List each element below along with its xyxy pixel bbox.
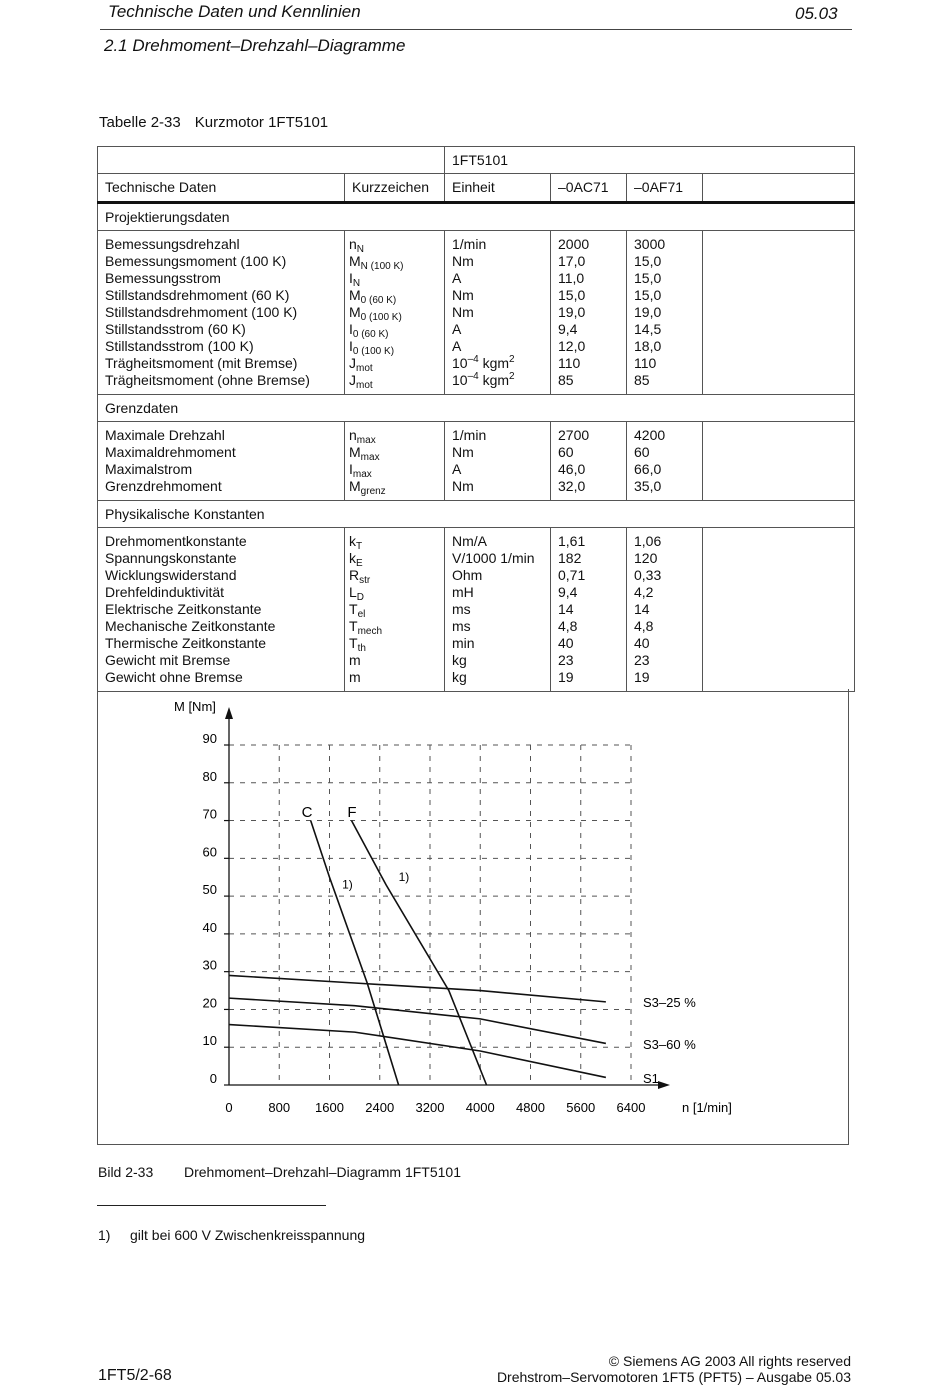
header-subtitle: 2.1 Drehmoment–Drehzahl–Diagramme [104, 36, 406, 55]
symbol-base: M [349, 253, 361, 269]
parameter-unit [445, 372, 551, 395]
symbol-base: M [349, 287, 361, 303]
unit-base: Nm [452, 478, 474, 494]
table-row [98, 635, 855, 652]
symbol-base: M [349, 304, 361, 320]
parameter-name: Stillstandsdrehmoment (60 K) [98, 287, 345, 304]
value-0af71: 110 [627, 355, 703, 372]
value-0ac71: 0,71 [551, 567, 627, 584]
table-cell-empty [703, 287, 855, 304]
value-0af71: 4,2 [627, 584, 703, 601]
symbol-subscript: 0 (100 K) [360, 312, 402, 323]
parameter-name: Mechanische Zeitkonstante [98, 618, 345, 635]
value-0ac71: 2000 [551, 231, 627, 254]
table-motor-row [98, 147, 855, 174]
value-0ac71: 9,4 [551, 584, 627, 601]
value-0af71: 85 [627, 372, 703, 395]
table-cell-empty [703, 461, 855, 478]
footnote-text: gilt bei 600 V Zwischenkreisspannung [130, 1227, 366, 1243]
section-header-row [98, 203, 855, 231]
parameter-name: Trägheitsmoment (ohne Bremse) [98, 372, 345, 395]
unit-base: A [452, 338, 462, 354]
series-line-c [311, 821, 399, 1085]
y-tick-label: 30 [202, 957, 217, 973]
unit-base: ms [452, 601, 471, 617]
parameter-symbol [345, 253, 445, 270]
series-label: C [301, 804, 313, 821]
header-rule [100, 29, 852, 30]
symbol-base: n [349, 236, 357, 252]
unit-base: Nm [452, 287, 474, 303]
table-caption [99, 114, 328, 131]
table-row [98, 304, 855, 321]
unit-rest: kgm [478, 372, 510, 388]
symbol-subscript: th [357, 643, 366, 654]
table-row [98, 355, 855, 372]
value-0ac71: 32,0 [551, 478, 627, 501]
table-row [98, 550, 855, 567]
y-tick-label: 20 [202, 995, 217, 1011]
parameter-name: Stillstandsstrom (100 K) [98, 338, 345, 355]
table-cell-empty [703, 253, 855, 270]
table-row [98, 461, 855, 478]
parameter-name: Thermische Zeitkonstante [98, 635, 345, 652]
value-0ac71: 4,8 [551, 618, 627, 635]
table-row [98, 652, 855, 669]
y-tick-label: 60 [202, 844, 217, 860]
table-cell-empty [703, 528, 855, 551]
table-cell-empty [703, 444, 855, 461]
value-0af71: 14,5 [627, 321, 703, 338]
symbol-base: T [349, 618, 358, 634]
x-tick-label: 3200 [415, 1100, 445, 1115]
symbol-base: T [349, 635, 358, 651]
parameter-name: Stillstandsdrehmoment (100 K) [98, 304, 345, 321]
symbol-subscript: 0 (60 K) [352, 329, 389, 340]
y-tick-label: 80 [202, 768, 217, 784]
symbol-subscript: 0 (60 K) [360, 295, 397, 306]
series-label: S3–25 % [643, 995, 696, 1010]
symbol-base: k [349, 533, 356, 549]
symbol-base: L [349, 584, 357, 600]
parameter-unit [445, 422, 551, 445]
table-cell-empty [703, 601, 855, 618]
parameter-symbol [345, 355, 445, 372]
symbol-base: J [349, 355, 356, 371]
table-cell-empty [703, 372, 855, 395]
parameter-name: Bemessungsdrehzahl [98, 231, 345, 254]
figure-caption [98, 1164, 461, 1180]
parameter-unit [445, 618, 551, 635]
parameter-name: Drehmomentkonstante [98, 528, 345, 551]
value-0af71: 1,06 [627, 528, 703, 551]
footnote-marker: 1) [342, 877, 353, 892]
symbol-subscript: T [356, 541, 363, 552]
motor-type-header: 1FT5101 [445, 147, 855, 174]
parameter-unit [445, 528, 551, 551]
y-tick-label: 40 [202, 919, 217, 935]
parameter-name: Bemessungsstrom [98, 270, 345, 287]
value-0ac71: 19 [551, 669, 627, 692]
table-cell-empty [703, 422, 855, 445]
value-0ac71: 12,0 [551, 338, 627, 355]
table-row [98, 528, 855, 551]
parameter-symbol [345, 461, 445, 478]
series-label: S3–60 % [643, 1037, 696, 1052]
parameter-name: Bemessungsmoment (100 K) [98, 253, 345, 270]
parameter-unit [445, 444, 551, 461]
value-0af71: 60 [627, 444, 703, 461]
parameter-symbol [345, 601, 445, 618]
value-0af71: 15,0 [627, 253, 703, 270]
value-0af71: 4,8 [627, 618, 703, 635]
symbol-subscript: E [356, 558, 363, 569]
unit-base: 10 [452, 355, 468, 371]
value-0af71: 0,33 [627, 567, 703, 584]
parameter-name: Elektrische Zeitkonstante [98, 601, 345, 618]
series-line-s3-60- [229, 998, 606, 1043]
parameter-name: Spannungskonstante [98, 550, 345, 567]
column-header: Einheit [445, 174, 551, 203]
series-line-s3-25- [229, 975, 606, 1001]
value-0ac71: 11,0 [551, 270, 627, 287]
y-tick-label: 0 [209, 1071, 217, 1086]
y-axis-label: M [Nm] [174, 699, 216, 714]
table-row [98, 584, 855, 601]
unit-base: V/1000 1/min [452, 550, 535, 566]
value-0af71: 14 [627, 601, 703, 618]
parameter-symbol [345, 321, 445, 338]
symbol-base: k [349, 550, 356, 566]
symbol-base: M [349, 444, 361, 460]
parameter-symbol [345, 270, 445, 287]
spec-table [97, 146, 855, 692]
parameter-symbol [345, 338, 445, 355]
symbol-subscript: 0 (100 K) [352, 346, 395, 357]
x-tick-label: 2400 [365, 1100, 395, 1115]
symbol-subscript: max [356, 435, 376, 446]
table-row [98, 231, 855, 254]
x-tick-label: 1600 [315, 1100, 344, 1115]
value-0af71: 19,0 [627, 304, 703, 321]
footnote-rule [97, 1205, 326, 1206]
parameter-unit [445, 253, 551, 270]
section-title: Projektierungsdaten [98, 203, 855, 231]
symbol-subscript: max [352, 469, 372, 480]
symbol-subscript: str [359, 575, 371, 586]
value-0af71: 3000 [627, 231, 703, 254]
parameter-name: Maximalstrom [98, 461, 345, 478]
symbol-base: M [349, 478, 361, 494]
table-cell-empty [703, 270, 855, 287]
symbol-subscript: N [356, 244, 365, 255]
unit-exponent: –4 [467, 371, 479, 382]
value-0af71: 19 [627, 669, 703, 692]
parameter-symbol [345, 635, 445, 652]
parameter-name: Stillstandsstrom (60 K) [98, 321, 345, 338]
value-0af71: 15,0 [627, 270, 703, 287]
parameter-unit [445, 584, 551, 601]
symbol-subscript: mech [357, 626, 383, 637]
parameter-symbol [345, 422, 445, 445]
symbol-subscript: grenz [360, 486, 386, 497]
value-0ac71: 9,4 [551, 321, 627, 338]
parameter-symbol [345, 652, 445, 669]
unit-base: Nm [452, 253, 474, 269]
y-axis-arrow [225, 707, 233, 719]
parameter-unit [445, 321, 551, 338]
value-0ac71: 15,0 [551, 287, 627, 304]
x-tick-label: 800 [268, 1100, 291, 1115]
unit-base: 1/min [452, 236, 487, 252]
parameter-unit [445, 635, 551, 652]
parameter-symbol [345, 567, 445, 584]
unit-base: A [452, 270, 462, 286]
parameter-unit [445, 231, 551, 254]
symbol-subscript: N (100 K) [360, 261, 404, 272]
footer-copyright: © Siemens AG 2003 All rights reserved [608, 1353, 851, 1369]
series-line-f [351, 821, 486, 1085]
header-title: Technische Daten und Kennlinien [108, 2, 361, 21]
value-0af71: 4200 [627, 422, 703, 445]
table-row [98, 601, 855, 618]
parameter-unit [445, 461, 551, 478]
table-row [98, 287, 855, 304]
section-title: Grenzdaten [98, 395, 855, 422]
table-row [98, 270, 855, 287]
parameter-unit [445, 338, 551, 355]
symbol-base: R [349, 567, 360, 583]
table-cell-empty [703, 231, 855, 254]
x-tick-label: 6400 [616, 1100, 646, 1115]
value-0ac71: 14 [551, 601, 627, 618]
footer-document: Drehstrom–Servomotoren 1FT5 (PFT5) – Ausgabe 05.03 [496, 1369, 851, 1385]
symbol-base: m [349, 652, 361, 668]
unit-base: 1/min [452, 427, 487, 443]
symbol-subscript: mot [356, 380, 373, 391]
value-0af71: 15,0 [627, 287, 703, 304]
column-header: Kurzzeichen [345, 174, 445, 203]
symbol-base: J [349, 372, 356, 388]
value-0ac71: 46,0 [551, 461, 627, 478]
parameter-symbol [345, 528, 445, 551]
series-label: S1 [643, 1071, 659, 1086]
unit-base: 10 [452, 372, 468, 388]
chart-box [97, 689, 849, 1145]
parameter-symbol [345, 304, 445, 321]
parameter-symbol [345, 287, 445, 304]
column-header: Technische Daten [98, 174, 345, 203]
value-0af71: 40 [627, 635, 703, 652]
parameter-unit [445, 550, 551, 567]
value-0af71: 120 [627, 550, 703, 567]
table-cell-empty [703, 652, 855, 669]
table-row [98, 567, 855, 584]
parameter-symbol [345, 584, 445, 601]
section-title: Physikalische Konstanten [98, 501, 855, 528]
unit-base: ms [452, 618, 471, 634]
table-cell-empty [703, 338, 855, 355]
parameter-name: Maximale Drehzahl [98, 422, 345, 445]
y-tick-label: 90 [202, 731, 217, 746]
unit-base: Nm/A [452, 533, 487, 549]
value-0ac71: 19,0 [551, 304, 627, 321]
table-cell-empty [703, 478, 855, 501]
table-cell-empty [703, 321, 855, 338]
table-title: Kurzmotor 1FT5101 [194, 114, 329, 131]
table-cell-empty [703, 618, 855, 635]
parameter-name: Grenzdrehmoment [98, 478, 345, 501]
parameter-unit [445, 478, 551, 501]
table-cell-empty [98, 147, 445, 174]
table-row [98, 321, 855, 338]
unit-exponent-2: 2 [509, 371, 515, 382]
parameter-name: Gewicht mit Bremse [98, 652, 345, 669]
unit-base: A [452, 321, 462, 337]
parameter-symbol [345, 618, 445, 635]
parameter-unit [445, 270, 551, 287]
unit-base: Nm [452, 304, 474, 320]
symbol-subscript: D [356, 592, 365, 603]
table-row [98, 338, 855, 355]
x-tick-label: 0 [225, 1100, 233, 1115]
symbol-subscript: max [360, 452, 380, 463]
parameter-name: Maximaldrehmoment [98, 444, 345, 461]
parameter-unit [445, 567, 551, 584]
symbol-subscript: N [352, 278, 361, 289]
symbol-base: I [349, 338, 353, 354]
parameter-symbol [345, 550, 445, 567]
section-header-row [98, 395, 855, 422]
figure-title: Drehmoment–Drehzahl–Diagramm 1FT5101 [184, 1164, 462, 1180]
footnote [98, 1227, 365, 1243]
y-tick-label: 70 [202, 806, 217, 822]
value-0af71: 35,0 [627, 478, 703, 501]
footnote-marker: 1) [398, 870, 410, 884]
unit-base: Ohm [452, 567, 483, 583]
parameter-unit [445, 355, 551, 372]
table-cell-empty [703, 174, 855, 203]
parameter-symbol [345, 231, 445, 254]
series-label: F [347, 804, 357, 821]
value-0ac71: 40 [551, 635, 627, 652]
table-cell-empty [703, 355, 855, 372]
column-header: –0AF71 [627, 174, 703, 203]
value-0af71: 18,0 [627, 338, 703, 355]
x-axis-arrow [658, 1081, 670, 1089]
unit-base: mH [452, 584, 474, 600]
unit-rest: kgm [478, 355, 510, 371]
value-0af71: 66,0 [627, 461, 703, 478]
value-0ac71: 85 [551, 372, 627, 395]
table-cell-empty [703, 567, 855, 584]
figure-number: Bild 2-33 [98, 1164, 154, 1180]
footnote-number: 1) [98, 1227, 111, 1243]
symbol-base: I [349, 270, 353, 286]
table-cell-empty [703, 304, 855, 321]
table-row [98, 422, 855, 445]
torque-speed-chart [98, 689, 848, 1145]
table-cell-empty [703, 635, 855, 652]
parameter-name: Wicklungswiderstand [98, 567, 345, 584]
x-tick-label: 5600 [566, 1100, 596, 1115]
value-0ac71: 2700 [551, 422, 627, 445]
parameter-name: Gewicht ohne Bremse [98, 669, 345, 692]
header-date: 05.03 [795, 4, 838, 23]
parameter-symbol [345, 444, 445, 461]
symbol-subscript: el [357, 609, 366, 620]
value-0ac71: 23 [551, 652, 627, 669]
footer-page-number: 1FT5/2-68 [98, 1367, 172, 1384]
section-header-row [98, 501, 855, 528]
value-0ac71: 17,0 [551, 253, 627, 270]
symbol-base: m [349, 669, 361, 685]
value-0af71: 23 [627, 652, 703, 669]
value-0ac71: 60 [551, 444, 627, 461]
symbol-base: T [349, 601, 358, 617]
table-number: Tabelle 2-33 [99, 114, 181, 131]
y-tick-label: 50 [202, 882, 217, 898]
table-cell-empty [703, 550, 855, 567]
parameter-name: Trägheitsmoment (mit Bremse) [98, 355, 345, 372]
parameter-unit [445, 304, 551, 321]
parameter-symbol [345, 478, 445, 501]
y-tick-label: 10 [202, 1033, 217, 1049]
x-tick-label: 4000 [465, 1100, 495, 1115]
symbol-base: n [349, 427, 357, 443]
symbol-base: I [349, 321, 353, 337]
symbol-base: I [349, 461, 353, 477]
parameter-unit [445, 601, 551, 618]
value-0ac71: 182 [551, 550, 627, 567]
table-row [98, 618, 855, 635]
unit-base: A [452, 461, 462, 477]
parameter-symbol [345, 372, 445, 395]
parameter-unit [445, 287, 551, 304]
parameter-name: Drehfeldinduktivität [98, 584, 345, 601]
table-row [98, 372, 855, 395]
symbol-subscript: mot [356, 363, 373, 374]
unit-exponent: –4 [467, 354, 479, 365]
unit-base: kg [452, 652, 467, 668]
table-row [98, 253, 855, 270]
value-0ac71: 110 [551, 355, 627, 372]
parameter-unit [445, 652, 551, 669]
unit-base: kg [452, 669, 467, 685]
table-row [98, 444, 855, 461]
x-axis-label: n [1/min] [682, 1100, 732, 1115]
table-header-row [98, 174, 855, 203]
column-header: –0AC71 [551, 174, 627, 203]
unit-base: Nm [452, 444, 474, 460]
unit-exponent-2: 2 [509, 354, 515, 365]
table-cell-empty [703, 584, 855, 601]
value-0ac71: 1,61 [551, 528, 627, 551]
unit-base: min [452, 635, 475, 651]
x-tick-label: 4800 [516, 1100, 545, 1115]
table-row [98, 478, 855, 501]
